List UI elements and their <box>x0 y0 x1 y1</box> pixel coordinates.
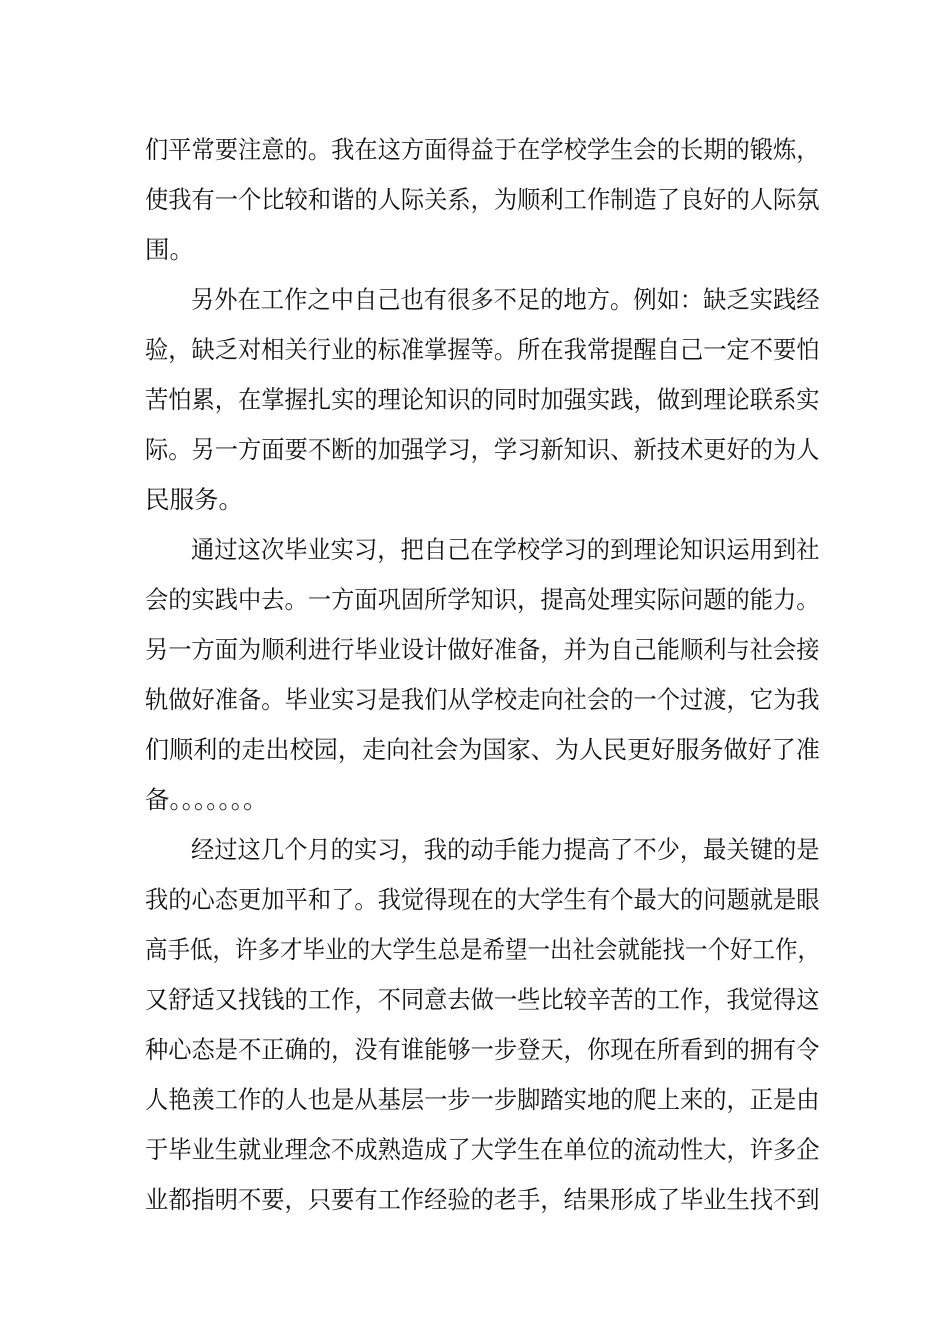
text-line: 种心态是不正确的，没有谁能够一步登天，你现在所看到的拥有令 <box>145 1035 820 1064</box>
text-line: 我的心态更加平和了。我觉得现在的大学生有个最大的问题就是眼 <box>145 885 820 914</box>
text-line: 备。。。。。。。 <box>145 785 268 814</box>
text-line: 际。另一方面要不断的加强学习，学习新知识、新技术更好的为人 <box>145 435 820 464</box>
paragraph-first-line: 通过这次毕业实习，把自己在学校学习的到理论知识运用到社 <box>191 535 820 564</box>
text-line: 们平常要注意的。我在这方面得益于在学校学生会的长期的锻炼， <box>145 135 820 164</box>
paragraph-first-line: 经过这几个月的实习，我的动手能力提高了不少，最关键的是 <box>191 835 820 864</box>
text-line: 们顺利的走出校园，走向社会为国家、为人民更好服务做好了准 <box>145 735 821 764</box>
text-line: 于毕业生就业理念不成熟造成了大学生在单位的流动性大，许多企 <box>145 1135 820 1164</box>
text-line: 又舒适又找钱的工作，不同意去做一些比较辛苦的工作，我觉得这 <box>145 985 820 1014</box>
text-line: 高手低，许多才毕业的大学生总是希望一出社会就能找一个好工作， <box>145 935 821 964</box>
text-line: 人艳羡工作的人也是从基层一步一步脚踏实地的爬上来的，正是由 <box>145 1085 820 1114</box>
paragraph-first-line: 另外在工作之中自己也有很多不足的地方。例如：缺乏实践经 <box>191 285 820 314</box>
text-line: 民服务。 <box>145 485 243 514</box>
text-line: 苦怕累，在掌握扎实的理论知识的同时加强实践，做到理论联系实 <box>145 385 820 414</box>
text-line: 业都指明不要，只要有工作经验的老手，结果形成了毕业生找不到 <box>145 1185 820 1214</box>
text-line: 另一方面为顺利进行毕业设计做好准备，并为自己能顺利与社会接 <box>145 635 820 664</box>
text-line: 会的实践中去。一方面巩固所学知识，提高处理实际问题的能力。 <box>145 585 820 614</box>
text-line: 围。 <box>145 235 194 264</box>
text-line: 验，缺乏对相关行业的标准掌握等。所在我常提醒自己一定不要怕 <box>145 335 820 364</box>
text-line: 使我有一个比较和谐的人际关系，为顺利工作制造了良好的人际氛 <box>145 185 820 214</box>
text-line: 轨做好准备。毕业实习是我们从学校走向社会的一个过渡，它为我 <box>145 685 820 714</box>
